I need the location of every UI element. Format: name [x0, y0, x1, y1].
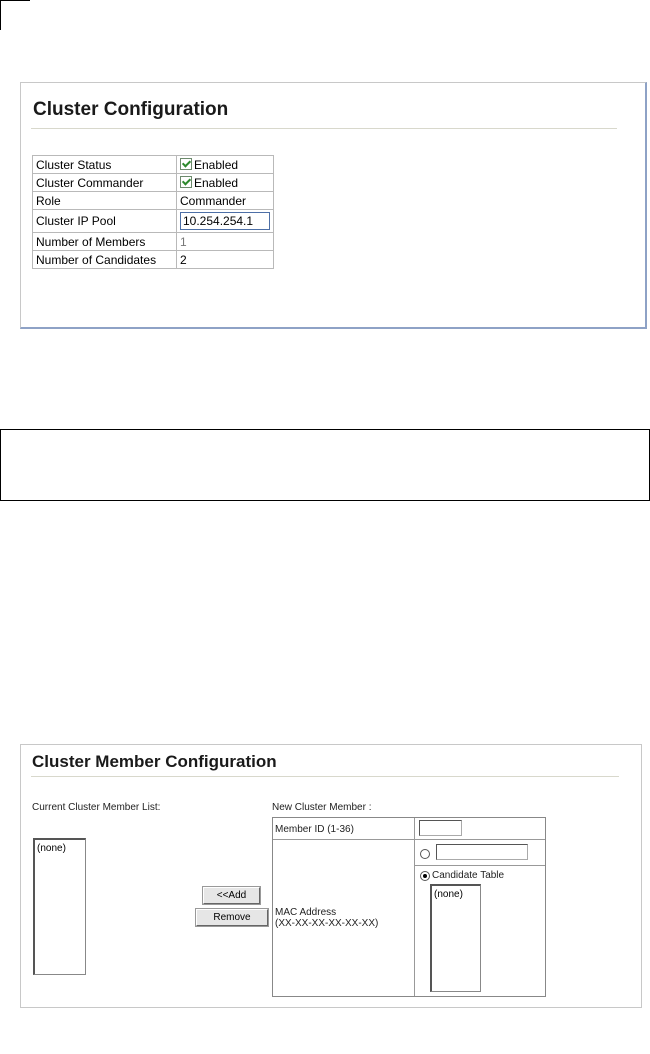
candidate-table-radio[interactable]	[420, 871, 430, 881]
cluster-ip-pool-cell	[177, 210, 274, 233]
mac-address-input[interactable]	[436, 844, 528, 860]
add-button[interactable]: <<Add	[203, 887, 260, 904]
role-value: Commander	[177, 192, 274, 210]
member-id-label: Member ID (1-36)	[275, 824, 354, 835]
remove-button[interactable]: Remove	[196, 909, 268, 926]
page-corner-mark	[0, 0, 30, 1]
mac-address-label: MAC Address	[275, 907, 337, 918]
cluster-commander-cell	[177, 174, 274, 192]
list-item[interactable]: (none)	[37, 843, 66, 854]
new-member-label: New Cluster Member :	[272, 802, 372, 813]
page-corner-mark-vertical	[0, 0, 1, 30]
number-of-candidates-label: Number of Candidates	[33, 251, 177, 269]
note-box	[0, 429, 650, 501]
table-divider	[273, 839, 545, 840]
section-title: Cluster Member Configuration	[32, 752, 277, 771]
table-row	[33, 251, 274, 269]
candidate-table-label: Candidate Table	[432, 870, 505, 881]
table-row	[33, 156, 274, 174]
cluster-status-checkbox[interactable]	[180, 158, 192, 170]
mac-address-radio[interactable]	[420, 849, 430, 859]
number-of-members-label: Number of Members	[33, 233, 177, 251]
cluster-commander-value: Enabled	[194, 175, 239, 190]
cluster-config-table	[32, 155, 274, 269]
cluster-ip-pool-label: Cluster IP Pool	[33, 210, 177, 233]
current-member-list[interactable]	[33, 838, 86, 975]
number-of-members-value: 1	[177, 233, 274, 251]
table-divider	[414, 818, 415, 996]
candidate-list[interactable]	[430, 884, 481, 992]
cluster-member-configuration-panel	[20, 744, 642, 1008]
mac-address-label-group	[275, 907, 378, 929]
mac-address-format: (XX-XX-XX-XX-XX-XX)	[275, 918, 379, 929]
cluster-ip-pool-input[interactable]: 10.254.254.1	[180, 212, 270, 230]
cluster-configuration-panel	[20, 82, 647, 329]
current-member-list-label: Current Cluster Member List:	[32, 802, 161, 813]
section-divider	[31, 776, 619, 778]
cluster-commander-checkbox[interactable]	[180, 176, 192, 188]
list-item[interactable]: (none)	[434, 889, 463, 900]
table-row	[33, 210, 274, 233]
cluster-commander-label: Cluster Commander	[33, 174, 177, 192]
cluster-status-label: Cluster Status	[33, 156, 177, 174]
table-row	[33, 174, 274, 192]
cluster-status-cell	[177, 156, 274, 174]
member-id-input[interactable]	[419, 820, 462, 836]
title-divider	[31, 128, 617, 130]
role-label: Role	[33, 192, 177, 210]
page-title: Cluster Configuration	[33, 99, 229, 120]
cluster-status-value: Enabled	[194, 157, 239, 172]
new-member-table	[272, 817, 546, 997]
table-row	[33, 233, 274, 251]
table-row	[33, 192, 274, 210]
table-divider	[414, 865, 545, 866]
number-of-candidates-value: 2	[177, 251, 274, 269]
